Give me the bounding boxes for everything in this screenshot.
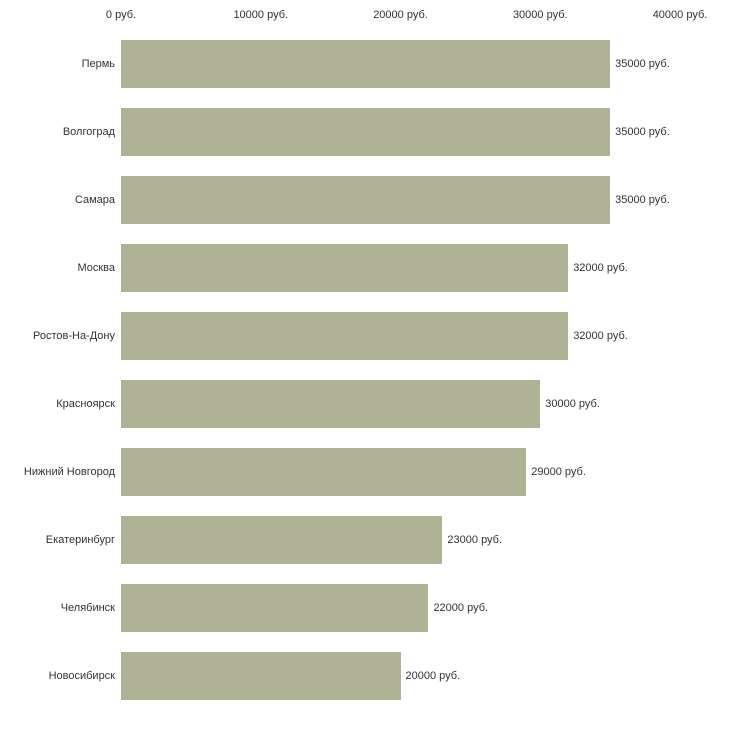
bar-value-label: 35000 руб. (615, 58, 670, 70)
x-axis-tick-label: 10000 руб. (233, 9, 289, 21)
bar-value-label: 29000 руб. (531, 466, 586, 478)
bar-row (48, 652, 680, 700)
x-axis-tick-label: 20000 руб. (373, 9, 428, 21)
bar-value-label: 35000 руб. (615, 194, 670, 206)
bar-row (60, 584, 680, 632)
bar-value-label: 30000 руб. (545, 398, 600, 410)
category-label: Нижний Новгород (23, 466, 115, 478)
bar (121, 516, 442, 564)
bar-value-label: 32000 руб. (573, 262, 628, 274)
category-label: Новосибирск (48, 670, 115, 682)
bar-value-label: 35000 руб. (615, 126, 670, 138)
bar-value-label: 32000 руб. (573, 330, 628, 342)
bar-row (23, 448, 680, 496)
bar-value-label: 23000 руб. (447, 534, 503, 546)
bar-row (74, 176, 680, 224)
bar (121, 40, 610, 88)
bar-row (45, 516, 680, 564)
bar-value-label: 22000 руб. (433, 602, 489, 614)
category-label: Самара (74, 194, 115, 206)
bar-row (56, 380, 680, 428)
x-axis-tick-label: 0 руб. (105, 9, 137, 21)
bar-row (81, 40, 680, 88)
category-label: Пермь (81, 58, 115, 70)
bar-row (32, 312, 680, 360)
bar (121, 584, 428, 632)
bar-row (62, 108, 680, 156)
category-label: Москва (77, 262, 115, 274)
bar-row (77, 244, 680, 292)
category-label: Челябинск (60, 602, 115, 614)
category-label: Ростов-На-Дону (32, 330, 115, 342)
plot-area (23, 30, 680, 710)
x-axis-tick-label: 30000 руб. (512, 9, 568, 21)
bar (121, 448, 526, 496)
bar (121, 652, 401, 700)
category-label: Красноярск (56, 398, 115, 410)
bar (121, 176, 610, 224)
bar-value-label: 20000 руб. (405, 670, 461, 682)
bar (121, 108, 610, 156)
bar (121, 380, 540, 428)
category-label: Екатеринбург (45, 534, 115, 546)
x-axis-tick-label: 40000 руб. (652, 9, 708, 21)
bar (121, 312, 568, 360)
category-label: Волгоград (62, 126, 115, 138)
bar (121, 244, 568, 292)
